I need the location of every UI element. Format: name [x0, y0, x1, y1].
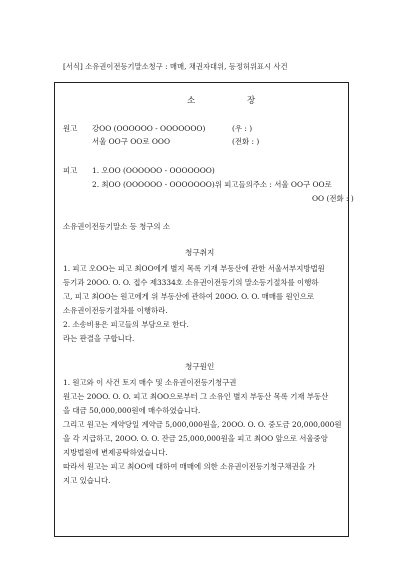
- claim-cause-line: 1. 원고와 이 사건 토지 매수 및 소유권이전등기청구권: [63, 378, 237, 387]
- form-header: [서식] 소유권이전등기말소청구 : 매매, 채권자대위, 등정허위표시 사건: [63, 62, 288, 71]
- claim-cause-line: 을 대금 50,000,000원에 매수하였습니다.: [63, 406, 201, 415]
- title-left: 소: [187, 96, 196, 106]
- claim-purpose-line: 소유권이전등기절차를 이행하라.: [63, 306, 168, 315]
- claim-purpose-line: 라는 판결을 구합니다.: [63, 334, 135, 343]
- claim-cause-line: 지고 있습니다.: [63, 476, 111, 485]
- defendant-line-2: 2. 최OO (OOOOOO - OOOOOOO)위 피고들의주소 : 서울 OO구 OO로: [92, 180, 332, 189]
- claim-cause-line: 따라서 원고는 피고 최OO에 대하여 매매에 의한 소유권이전등기청구채권을 가: [63, 462, 316, 471]
- case-name: 소유권이전등기말소 등 청구의 소: [63, 222, 171, 231]
- claim-cause-line: 을 각 지급하고, 20OO. O. O. 잔금 25,000,000원을 피고 최OO 앞으로 서울중앙: [63, 434, 328, 443]
- claim-purpose-line: 등기과 20OO. O. O. 접수 제3334호 소유권이전등기의 말소등기절차를 이행하: [63, 278, 319, 287]
- plaintiff-label: 원고: [63, 124, 78, 133]
- claim-purpose-line: 2. 소송비용은 피고들의 부담으로 한다.: [63, 320, 189, 329]
- claim-purpose-line: 1. 피고 오OO는 피고 최OO에게 별지 목록 기재 부동산에 관한 서울서부지방법원: [63, 264, 325, 273]
- defendant-line-1: 1. 오OO (OOOOOO - OOOOOOO): [92, 166, 215, 175]
- claim-cause-line: 그리고 원고는 계약당일 계약금 5,000,000원을, 20OO. O. O. 중도금 20,000,000원: [63, 420, 342, 429]
- claim-cause-heading: 청구원인: [185, 362, 215, 371]
- plaintiff-name: 강OO (OOOOOO - OOOOOOO): [92, 124, 206, 133]
- claim-purpose-heading: 청구취지: [185, 248, 215, 257]
- plaintiff-postal-label: (우 : ): [232, 124, 253, 133]
- defendant-label: 피고: [63, 166, 78, 175]
- defendant-line-3: OO (전화 : ): [312, 194, 354, 203]
- claim-cause-line: 지방법원에 변제공탁하였습니다.: [63, 448, 168, 457]
- plaintiff-phone-label: (전화 : ): [232, 137, 260, 146]
- title-right: 장: [247, 96, 256, 106]
- plaintiff-address: 서울 OO구 OO로 OOO: [92, 137, 171, 146]
- claim-purpose-line: 고, 피고 최OO는 원고에게 위 부동산에 관하여 20OO. O. O. 매매를 원인으로: [63, 292, 315, 301]
- claim-cause-line: 원고는 20OO. O. O. 피고 최OO으로부터 그 소유인 별지 부동산 목록 기재 부동산: [63, 392, 329, 401]
